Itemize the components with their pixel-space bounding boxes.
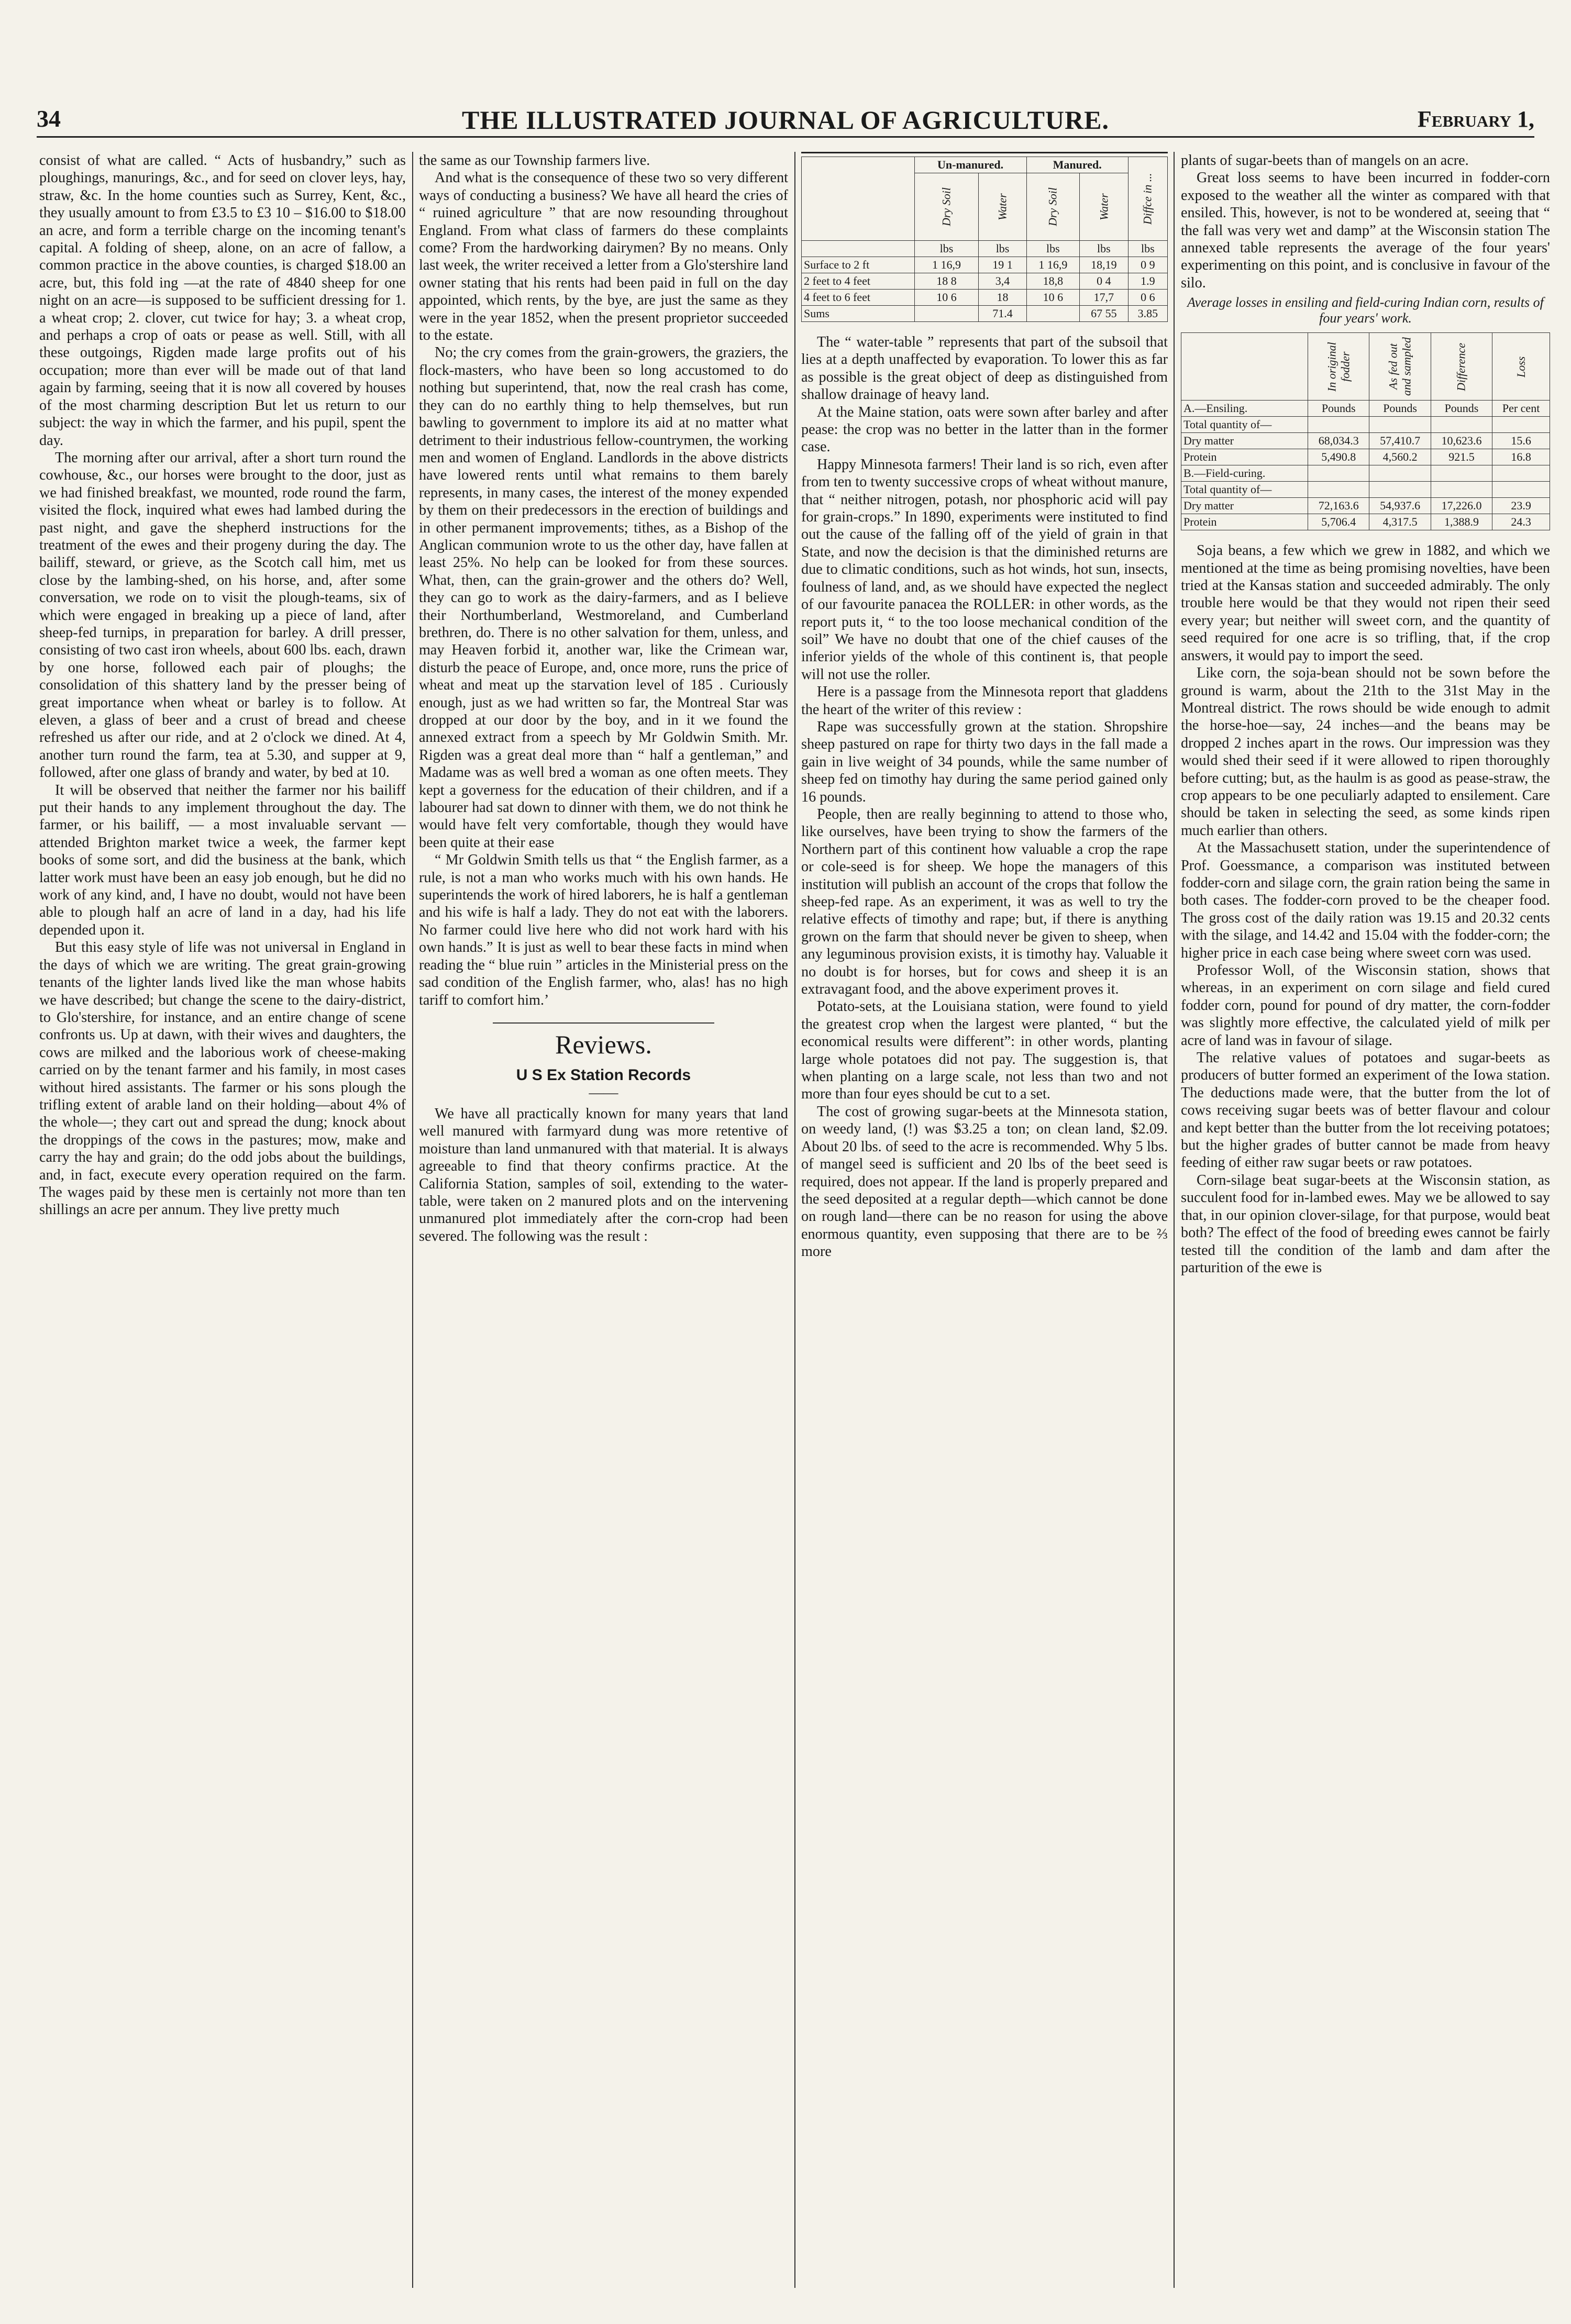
table-caption: Average losses in ensiling and field-curing Indian corn, results of four years' work. <box>1187 295 1544 326</box>
paragraph: The relative values of potatoes and sugar-beets as producers of butter formed an experiment of the Iowa station. The deductions made were, that the butter from the lot of cows receiving sugar beets was of better flavour and colour and kept better than the butter from the lot receiving potatoes; but the higher grades of butter cannot be made from heavy feeding of either raw sugar beets or raw potatoes. <box>1181 1050 1550 1171</box>
table-cell <box>1431 465 1492 482</box>
table-row-label: 4 feet to 6 feet <box>802 290 915 306</box>
issue-date: February 1, <box>1417 106 1534 132</box>
page-number: 34 <box>37 105 61 132</box>
journal-title: THE ILLUSTRATED JOURNAL OF AGRICULTURE. <box>461 105 1110 135</box>
table-cell: 17,226.0 <box>1431 498 1492 514</box>
table-row <box>802 290 1168 306</box>
paragraph: We have all practically known for many years that land well manured with farmyard dung was more retentive of moisture than land unmanured with that material. It is always agreeable to find that theory confirms practice. At the California Station, samples of soil, extending to the water-table, were taken on 2 manured plots and on the intervening unmanured plot immediately after the corn-crop had been severed. The following was the result : <box>419 1105 788 1244</box>
table-cell: 1,388.9 <box>1431 514 1492 530</box>
table-cell: 15.6 <box>1492 433 1550 449</box>
column-3 <box>801 152 1168 2288</box>
table-row <box>1181 449 1550 465</box>
column-rule <box>794 152 795 2288</box>
table-cell <box>1492 465 1550 482</box>
table-cell <box>1308 482 1369 498</box>
paragraph: plants of sugar-beets than of mangels on an acre. <box>1181 152 1469 169</box>
table-column-header: As fed out and sampled <box>1369 333 1431 401</box>
table-cell <box>1369 465 1431 482</box>
table-cell: 72,163.6 <box>1308 498 1369 514</box>
column-2 <box>419 152 788 2288</box>
paragraph: The “ water-table ” represents that part of the subsoil that lies at a depth unaffected by evaporation. To lower this as far as possible is the great object of deep as distinguished from shallow drainage of heavy land. <box>801 334 1168 403</box>
paragraph: Potato-sets, at the Louisiana station, were found to yield the greatest crop when the largest were planted, “ but the economical results were different”: in other words, planting large whole potatoes did not pay. The suggestion is, that when planting on a large scale, not less than two and not more than four eyes should be cut to a set. <box>801 998 1168 1103</box>
table-cell: 10 6 <box>1026 290 1079 306</box>
table-cell: 10 6 <box>914 290 979 306</box>
table-cell: 54,937.6 <box>1369 498 1431 514</box>
table-cell: 18 <box>979 290 1026 306</box>
paragraph: Professor Woll, of the Wisconsin station, shows that whereas, in an experiment on corn silage and field cured fodder corn, pound for pound of dry matter, the corn-fodder was slightly more effective, the calculated yield of milk per acre of land was in favour of silage. <box>1181 962 1550 1049</box>
table-section-label: A.—Ensiling. <box>1181 401 1308 417</box>
table-unit: lbs <box>914 241 979 257</box>
table-row-label: 2 feet to 4 feet <box>802 273 915 290</box>
table-cell: 0 6 <box>1128 290 1167 306</box>
paragraph: People, then are really beginning to attend to those who, like ourselves, have been trying to show the farmers of the Northern part of this continent how valuable a crop the rape or cole-seed is for sheep. We hope the managers of this institution will publish an account of the crops that follow the sheep-fed rape. As an experiment, it was as well to try the relative effects of timothy and rape; but, if there is anything grown on the farm that should never be given to sheep, when any leguminous provision exists, it is timothy hay. Valuable it no doubt is for horses, but for cows and sheep it is an extravagant food, and the above experiment proves it. <box>801 806 1168 998</box>
table-corner <box>1181 333 1308 401</box>
table-cell: 68,034.3 <box>1308 433 1369 449</box>
paragraph: consist of what are called. “ Acts of husbandry,” such as ploughings, manurings, &c., and for seed on clover leys, hay, straw, &c. In the home counties such as Surrey, Kent, &c., they usually amount to from £3.5 to £3 10 – $16.00 to $18.00 an acre, and form a terrible charge on the incoming tenant's capital. A folding of sheep, alone, on an acre of fallow, a common practice in the above counties, is charged $18.00 an acre, but, this fold ing —at the rate of 4840 sheep for one night on an acre—is supposed to be sufficient dressing for 1. a wheat crop; 2. clover, cut twice for hay; 3. a wheat crop, and perhaps a crop of oats or pease as well. Still, with all these outgoings, Rigden made large profits out of his occupation; more than ever will be made out of that land again by farming, seeing that it is now all covered by houses of the most charming description But let us return to our subject: the way in which the farmer, and his pupil, spent the day. <box>39 152 406 449</box>
table-cell: 0 4 <box>1080 273 1129 290</box>
paragraph: Great loss seems to have been incurred in fodder-corn exposed to the weather all the winter as compared with that ensiled. This, however, is not to be wondered at, seeing that “ the fall was very wet and damp” at the Wisconsin station The annexed table represents the average of the four years' experimenting on this point, and is conclusive in favour of the silo. <box>1181 170 1550 291</box>
table-cell <box>1492 482 1550 498</box>
paragraph: No; the cry comes from the grain-growers, the graziers, the flock-masters, who have been so long accustomed to do nothing but superintend, that, now the real crash has come, they can do no earthly thing to help themselves, but run bawling to government to implore its aid at no matter what detriment to their industrious fellow-countrymen, the working men and women of England. Landlords in the above districts have lowered rents until what remains to them barely represents, in many cases, the interest of the money expended by them on their predecessors in the erection of buildings and in other permanent improvements; tithes, as a Bishop of the Anglican communion wrote to us the other day, have fallen at least 25%. No help can be looked for from these sources. What, then, can the grain-grower and the others do? Well, they can go to work as the dairy-farmers, and as I believe their Northumberland, Westmoreland, and Cumberland brethren, do. There is no other salvation for them, unless, and may Heaven forbid it, another war, like the Crimean war, disturb the peace of Europe, and, once more, runs the price of wheat and meat up the starvation level of 185 . Curiously enough, just as we had written so far, the Montreal Star was dropped at our door by the boy, and in it we found the annexed extract from a speech by Mr Goldwin Smith. Mr. Rigden was a great deal more than “ half a gentleman,” and Madame was as well bred a woman as one often meets. They kept a governess for the education of their children, and if a labourer had sat down to dinner with them, we do not think he would have felt very comfortable, though they would have been quite at their ease <box>419 344 788 851</box>
table-cell: 4,317.5 <box>1369 514 1431 530</box>
table-row <box>1181 482 1550 498</box>
table-cell <box>1369 482 1431 498</box>
table-cell: 3.85 <box>1128 306 1167 322</box>
table-cell: 17,7 <box>1080 290 1129 306</box>
paragraph: At the Maine station, oats were sown after barley and after pease: the crop was no better in the latter than in the former case. <box>801 404 1168 455</box>
table-corner <box>802 157 915 241</box>
table-cell <box>1369 417 1431 433</box>
paragraph: “ Mr Goldwin Smith tells us that “ the English farmer, as a rule, is not a man who works much with his own hands. He superintends the work of hired laborers, he is half a gentleman and his wife is half a lady. They do not eat with the laborers. No farmer could live here who did not work hard with his own hands.” It is just as well to bear these facts in mind when reading the “ blue ruin ” articles in the Ministerial press on the sad condition of the English farmer, who, alas! has no high tariff to comfort him.’ <box>419 852 788 1008</box>
table-cell: 4,560.2 <box>1369 449 1431 465</box>
table-group-header: Un-manured. <box>914 157 1026 173</box>
table-cell: 10,623.6 <box>1431 433 1492 449</box>
table-cell: 23.9 <box>1492 498 1550 514</box>
table-row-label: Sums <box>802 306 915 322</box>
section-title-reviews: Reviews. <box>555 1029 652 1059</box>
section-subtitle: U S Ex Station Records <box>516 1066 691 1084</box>
table-unit: lbs <box>1128 241 1167 257</box>
column-rule <box>1174 152 1175 2288</box>
table-row-label: Total quantity of— <box>1181 482 1308 498</box>
paragraph: Like corn, the soja-bean should not be sown before the ground is warm, about the 21th to the 31st May in the Montreal district. The rows should be wide enough to admit the horse-hoe—say, 24 inches—and the beans may be dropped 2 inches apart in the rows. Our impression was they would shed their seed if it were allowed to ripen thoroughly before cutting; but, as the haulm is as good as pease-straw, the crop appears to be one peculiarly adapted to ensilement. Care should be taken in selecting the seed, as some kinds ripen much earlier than others. <box>1181 665 1550 839</box>
table-cell: 921.5 <box>1431 449 1492 465</box>
table-cell <box>1431 417 1492 433</box>
table-column-header: Water <box>1080 173 1129 241</box>
table-cell <box>802 241 915 257</box>
table-cell: 5,490.8 <box>1308 449 1369 465</box>
column-4 <box>1181 152 1550 2288</box>
table-column-header: Dry Soil <box>914 173 979 241</box>
table-column-header: In original fodder <box>1308 333 1369 401</box>
paragraph: the same as our Township farmers live. <box>419 152 650 169</box>
ensiling-losses-table <box>1181 332 1550 530</box>
table-column-header: Difference <box>1431 333 1492 401</box>
table-cell: 18,19 <box>1080 257 1129 273</box>
table-cell <box>1492 417 1550 433</box>
table-unit: lbs <box>979 241 1026 257</box>
column-rule <box>412 152 413 2288</box>
table-row-label: Protein <box>1181 449 1308 465</box>
table-unit: Per cent <box>1492 401 1550 417</box>
table-cell: 16.8 <box>1492 449 1550 465</box>
table-row <box>802 257 1168 273</box>
table-unit: Pounds <box>1369 401 1431 417</box>
section-divider <box>493 1022 714 1024</box>
paragraph: Corn-silage beat sugar-beets at the Wisconsin station, as succulent food for in-lambed ewes. May we be allowed to say that, in our opinion clover-silage, for that purpose, would beat both? The effect of the food of breeding ewes cannot be fairly tested till the condition of the lamb and dam after the parturition of the ewe is <box>1181 1172 1550 1276</box>
table-cell <box>1431 482 1492 498</box>
paragraph: And what is the consequence of these two so very different ways of conducting a business? We have all heard the cries of “ ruined agriculture ” that are now resounding throughout England. From what class of farmers do these complaints come? From the hardworking dairymen? By no means. Only last week, the writer received a letter from a Glo'stershire land owner stating that his rents had been paid in full on the day appointed, which rents, by the bye, are just the same as they were in the year 1852, when the present proprietor succeeded to the estate. <box>419 170 788 344</box>
table-cell: 1 16,9 <box>1026 257 1079 273</box>
table-row <box>802 273 1168 290</box>
table-row-label: Surface to 2 ft <box>802 257 915 273</box>
table-unit: Pounds <box>1308 401 1369 417</box>
table-cell: 18 8 <box>914 273 979 290</box>
table-cell <box>1026 306 1079 322</box>
table-row <box>1181 498 1550 514</box>
table-cell: 19 1 <box>979 257 1026 273</box>
paragraph: Rape was successfully grown at the station. Shropshire sheep pastured on rape for thirty two days in the fall made a gain in live weight of 34 pounds, while the same number of sheep fed on timothy hay during the same period gained only 16 pounds. <box>801 718 1168 805</box>
table-cell <box>1308 417 1369 433</box>
table-cell: 1.9 <box>1128 273 1167 290</box>
page-header <box>37 105 1534 138</box>
column-1 <box>39 152 406 2288</box>
table-cell <box>914 306 979 322</box>
table-row-label: Protein <box>1181 514 1308 530</box>
paragraph: It will be observed that neither the farmer nor his bailiff put their hands to any implement throughout the day. The farmer, or his bailiff, — a most invaluable servant — attended Brighton market twice a week, the farmer kept books of some sort, and did the business at the bank, which latter work must have been an easy job enough, but he did no work of any kind, and, I have no doubt, would not have been able to plough half an acre of land in a day, had his life depended upon it. <box>39 782 406 938</box>
table-cell: 57,410.7 <box>1369 433 1431 449</box>
table-cell <box>1308 465 1369 482</box>
table-row <box>1181 433 1550 449</box>
paragraph: Here is a passage from the Minnesota report that gladdens the heart of the writer of this review : <box>801 684 1168 718</box>
table-unit: Pounds <box>1431 401 1492 417</box>
table-row-label: Total quantity of— <box>1181 417 1308 433</box>
table-row-label: Dry matter <box>1181 433 1308 449</box>
subtitle-dash: —— <box>589 1084 618 1101</box>
table-cell: 71.4 <box>979 306 1026 322</box>
table-cell: 24.3 <box>1492 514 1550 530</box>
paragraph: At the Massachusett station, under the superintendence of Prof. Goessmance, a comparison was instituted between fodder-corn and silage corn, the grain ration being the same in both cases. The fodder-corn proved to be the cheaper food. The gross cost of the daily ration was 19.15 and 20.32 cents with the silage, and 14.42 and 15.04 with the fodder-corn; the higher price in each case being where sweet corn was used. <box>1181 840 1550 961</box>
table-rule <box>801 152 1168 153</box>
table-row <box>802 306 1168 322</box>
paragraph: Happy Minnesota farmers! Their land is so rich, even after from ten to twenty successive crops of wheat without manure, that “ neither nitrogen, potash, nor phosphoric acid will pay for grain-crops.” In 1890, experiments were instituted to find out the cause of the falling off of the yield of grain in that State, and now the decision is that the diminished returns are due to climatic conditions, such as hot winds, hot sun, insects, foulness of land, and, as we should have expected the neglect of our favourite panacea the ROLLER: in other words, as the report puts it, “ to the too loose mechanical condition of the soil” We have no doubt that one of the chief causes of the inferior yields of the whole of this continent is, that people will not use the roller. <box>801 456 1168 683</box>
table-column-header: Diffce in ... <box>1128 157 1167 241</box>
paragraph: Soja beans, a few which we grew in 1882, and which we mentioned at the time as being promising novelties, have been tried at the Kansas station and succeeded admirably. The only trouble here would be that they would not ripen their seed every year; but neither will sweet corn, and the quantity of seed required for one acre is so trifling, that, if the crop answers, it would pay to import the seed. <box>1181 542 1550 664</box>
paragraph: The morning after our arrival, after a short turn round the cowhouse, &c., our horses were brought to the door, just as we had finished breakfast, we mounted, rode round the farm, visited the flock, inquired what ewes had lambed during the past night, and gave the shepherd instructions for the treatment of the ewes and their progeny during the day. The bailiff, steward, or grieve, as the Scotch call him, met us close by the lambing-shed, on his horse, and, after some conversation, we rode on to visit the plough-teams, six of which were engaged in breaking up a piece of land, after sheep-fed turnips, in preparation for barley. A drill presser, consisting of two cast iron wheels, about 600 lbs. each, drawn by one horse, followed each pair of ploughs; the consolidation of this shattery land by the presser being of great importance when wheat or barley is to follow. At eleven, a glass of beer and a crust of bread and cheese refreshed us after our ride, and at 2 o'clock we dined. At 4, another turn round the farm, tea at 5.30, and supper at 9, followed, after one glass of brandy and water, by bed at 10. <box>39 449 406 781</box>
table-column-header: Loss <box>1492 333 1550 401</box>
paragraph: But this easy style of life was not universal in England in the days of which we are writing. The great grain-growing tenants of the lighter lands lived like the man whose habits we have described; but change the scene to the dairy-district, to Glo'stershire, for instance, and an entire change of scene confronts us. Up at dawn, with their wives and daughters, the cows are milked and the laborious work of cheese-making carried on by the tenant farmer and his family, in most cases without hired assistants. The farmer or his sons plough the trifling extent of arable land on their holding—about 4% of the whole—; they cart out and spread the dung; knock about the droppings of the cows in the pastures; mow, make and carry the hay and grain; do the odd jobs about the buildings, and, in fact, execute every operation required on the farm. The wages paid by these men is certainly not more than ten shillings an acre per annum. They live pretty much <box>39 939 406 1218</box>
table-row <box>1181 417 1550 433</box>
table-cell: 3,4 <box>979 273 1026 290</box>
table-cell: 1 16,9 <box>914 257 979 273</box>
table-unit: lbs <box>1080 241 1129 257</box>
table-cell: 67 55 <box>1080 306 1129 322</box>
paragraph: The cost of growing sugar-beets at the Minnesota station, on weedy land, (!) was $3.25 a ton; on clean land, $2.09. About 20 lbs. of seed to the acre is recommended. Why 5 lbs. of mangel seed is sufficient and 20 lbs of the beet seed is required, does not appear. If the land is properly prepared and the seed deposited at a regular depth—which cannot be done on rough land—there can be no reason for using the above enormous quantity, even supposing that there are to be ⅔ more <box>801 1103 1168 1260</box>
soil-moisture-table <box>801 157 1168 322</box>
table-column-header: Water <box>979 173 1026 241</box>
table-cell: 5,706.4 <box>1308 514 1369 530</box>
table-row-label: Dry matter <box>1181 498 1308 514</box>
table-section-label: B.—Field-curing. <box>1181 465 1308 482</box>
table-column-header: Dry Soil <box>1026 173 1079 241</box>
table-group-header: Manured. <box>1026 157 1128 173</box>
table-unit: lbs <box>1026 241 1079 257</box>
table-cell: 18,8 <box>1026 273 1079 290</box>
table-cell: 0 9 <box>1128 257 1167 273</box>
table-row <box>1181 514 1550 530</box>
